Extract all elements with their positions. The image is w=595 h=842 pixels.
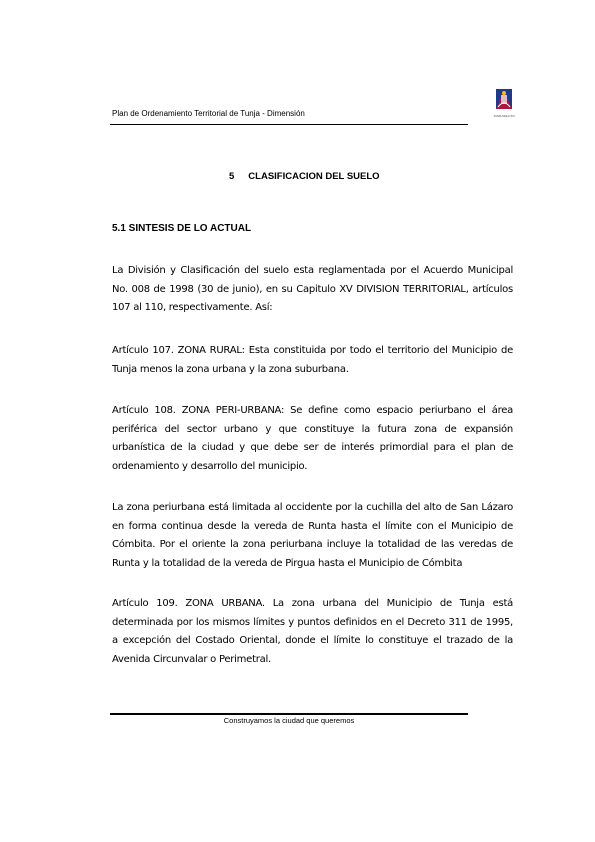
paragraph-articulo-108: Artículo 108. ZONA PERI-URBANA: Se define como espacio periurbano el área periférica del sector urbano y que constituye la futura zona de expansión urbanística de la ciudad y que debe ser de interés primordial para el plan de ordenamiento y desarrollo del municipio. <box>112 405 513 472</box>
section-title-text: CLASIFICACION DEL SUELO <box>248 171 380 182</box>
section-number: 5 <box>229 171 235 182</box>
paragraph-articulo-107: Artículo 107. ZONA RURAL: Esta constituida por todo el territorio del Municipio de Tunja menos la zona urbana y la zona suburbana. <box>112 345 513 375</box>
header-title: Plan de Ordenamiento Territorial de Tunja - Dimensión <box>112 109 305 118</box>
section-title <box>229 171 380 182</box>
paragraph-articulo-109: Artículo 109. ZONA URBANA. La zona urbana del Municipio de Tunja está determinada por los mismos límites y puntos definidos en el Decreto 311 de 1995, a excepción del Costado Oriental, donde el límite lo constituye el trazado de la Avenida Circunvalar o Perimetral. <box>112 598 513 665</box>
subsection-title: 5.1 SINTESIS DE LO ACTUAL <box>112 223 252 234</box>
footer-divider <box>110 713 468 715</box>
logo-caption: TUNJA SIGLO XXI <box>493 115 515 118</box>
paragraph-zona-periurbana: La zona periurbana está limitada al occidente por la cuchilla del alto de San Lázaro en forma continua desde la vereda de Runta hasta el límite con el Municipio de Cómbita. Por el oriente la zona periurbana incluye la totalidad de las veredas de Runta y la totalidad de la vereda de Pirgua hasta el Municipio de Cómbita <box>112 502 513 569</box>
municipal-logo-icon <box>490 87 518 127</box>
footer-slogan: Construyamos la ciudad que queremos <box>223 716 355 725</box>
paragraph-division: La División y Clasificación del suelo esta reglamentada por el Acuerdo Municipal No. 008 de 1998 (30 de junio), en su Capitulo XV DIVISION TERRITORIAL, artículos 107 al 110, respectivamente. Así: <box>112 265 513 314</box>
header-divider <box>110 124 468 125</box>
